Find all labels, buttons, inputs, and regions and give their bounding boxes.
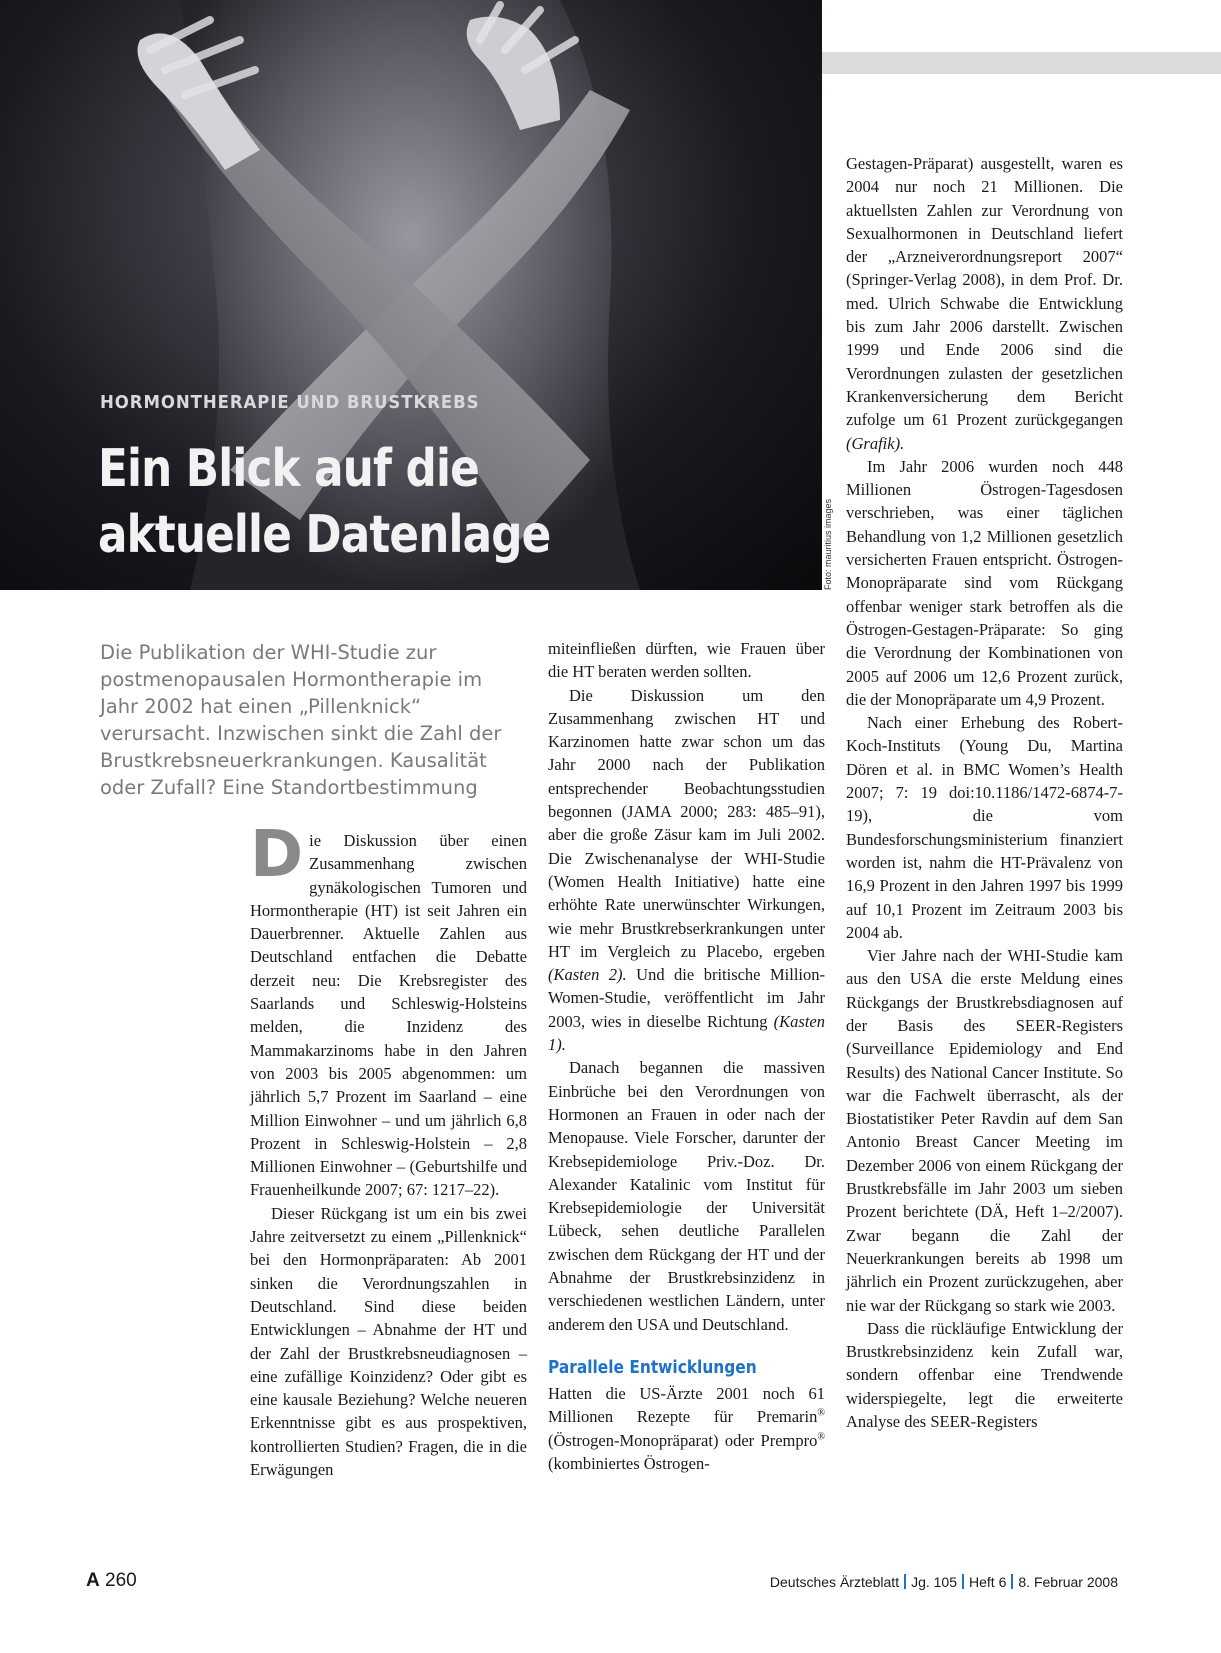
article-kicker: HORMONTHERAPIE UND BRUSTKREBS — [100, 392, 480, 413]
paragraph: Vier Jahre nach der WHI-Studie kam aus den USA die erste Meldung eines Rückgangs der Brustkrebsdiagnosen auf der Basis des SEER-Registers (Surveillance Epidemiology and End Results) des National Cancer Institute. So war die Fachwelt überrascht, als der Biostatistiker Peter Ravdin auf dem San Antonio Breast Cancer Meeting im Dezember 2006 von einem Rückgang der Brustkrebsfälle im Jahr 2003 um sieben Prozent berichtete (DÄ, Heft 1–2/2007). Zwar begann die Zahl der Neuerkrankungen bereits ab 1998 um jährlich ein Prozent zurückzugehen, aber nie war der Rückgang so stark wie 2003. — [846, 946, 1123, 1315]
box-reference: (Kasten 1). — [548, 1011, 825, 1055]
paragraph: Hatten die US-Ärzte 2001 noch 61 Millionen Rezepte für Premarin® (Östrogen-Monopräparat) oder Prempro® (kombiniertes Östrogen- — [548, 1383, 825, 1473]
drop-cap: D — [250, 818, 304, 892]
journal-footer — [770, 1574, 1118, 1590]
section-subheading: Parallele Entwicklungen — [548, 1357, 757, 1378]
journal-date: 8. Februar 2008 — [1018, 1574, 1118, 1590]
journal-name: Deutsches Ärzteblatt — [769, 1574, 900, 1590]
journal-volume: Jg. 105 — [911, 1574, 958, 1590]
box-reference: (Kasten 2). — [548, 965, 627, 985]
registered-mark: ® — [817, 1431, 825, 1442]
body-column-1 — [250, 818, 527, 1481]
paragraph: Nach einer Erhebung des Robert-Koch-Instituts (Young Du, Martina Dören et al. in BMC Women’s Health 2007; 7: 19 doi:10.1186/1472-6874-7-19), die vom Bundesforschungsministerium finanziert worden ist, nahm die HT-Prävalenz von 16,9 Prozent in den Jahren 1997 bis 1999 auf 10,1 Prozent im Zeitraum 2003 bis 2004 ab. — [846, 713, 1123, 942]
paragraph: Im Jahr 2006 wurden noch 448 Millionen Östrogen-Tagesdosen verschrieben, was einer täglichen Behandlung von 1,2 Millionen gesetzlich versicherten Frauen entspricht. Östrogen-Monopräparate sind vom Rückgang offenbar weniger stark betroffen als die Östrogen-Gestagen-Präparate: So ging die Verordnung der Kombinationen von 2005 auf 2006 um 12,6 Prozent zurück, die der Monopräparate um 4,9 Prozent. — [846, 456, 1123, 709]
registered-mark: ® — [817, 1407, 825, 1419]
body-column-2 — [548, 637, 825, 1475]
paragraph: Danach begannen die massiven Einbrüche bei den Verordnungen von Hormonen an Frauen in oder nach der Menopause. Viele Forscher, darunter der Krebsepidemiologe Priv.-Doz. Dr. Alexander Katalinic vom Institut für Krebsepidemiologie der Universität Lübeck, sehen deutliche Parallelen zwischen dem Rückgang der HT und der Abnahme der Brustkrebsinzidenz in verschiedenen westlichen Ländern, unter anderem den USA und Deutschland. — [548, 1058, 825, 1334]
paragraph: Gestagen-Präparat) ausgestellt, waren es 2004 nur noch 21 Millionen. Die aktuellsten Zahlen zur Verordnung von Sexualhormonen in Deutschland liefert der „Arzneiverordnungsreport 2007“ (Springer-Verlag 2008), in dem Prof. Dr. med. Ulrich Schwabe die Entwicklung bis zum Jahr 2006 darstellt. Zwischen 1999 und Ende 2006 sind die Verordnungen zulasten der gesetzlichen Krankenversicherung dem Bericht zufolge um 61 Prozent zurückgegangen (Grafik). — [846, 154, 1123, 453]
paragraph: Die Diskussion über einen Zusammenhang zwischen gynäkologischen Tumoren und Hormontherapie (HT) ist seit Jahren ein Dauerbrenner. Aktuelle Zahlen aus Deutschland entfachen die Debatte derzeit neu: Die Krebsregister des Saarlands und Schleswig-Holsteins melden, die Inzidenz des Mammakarzinoms habe in den Jahren von 2003 bis 2005 abgenommen: um jährlich 5,7 Prozent im Saarland – eine Million Einwohner – und um jährlich 6,8 Prozent in Schleswig-Holstein – 2,8 Millionen Einwohner – (Geburtshilfe und Frauenheilkunde 2007; 67: 1217–22). — [250, 818, 527, 1200]
divider — [1011, 1574, 1013, 1589]
paragraph: miteinfließen dürften, wie Frauen über die HT beraten werden sollten. — [548, 639, 825, 682]
body-column-3 — [846, 152, 1123, 1433]
article-headline — [98, 436, 550, 568]
divider — [962, 1574, 964, 1589]
headline-line-2: aktuelle Datenlage — [98, 505, 551, 565]
journal-issue: Heft 6 — [969, 1574, 1007, 1590]
page-number: A 260 — [86, 1570, 137, 1591]
paragraph: Dass die rückläufige Entwicklung der Brustkrebsinzidenz kein Zufall war, sondern offenbar eine Trendwende widerspiegelte, legt die erweiterte Analyse des SEER-Registers — [846, 1318, 1123, 1432]
photo-credit: Foto: mauritius images — [823, 498, 833, 590]
paragraph: Die Diskussion um den Zusammenhang zwischen HT und Karzinomen hatte zwar schon um das Jahr 2000 nach der Publikation entsprechender Beobachtungsstudien begonnen (JAMA 2000; 283: 485–91), aber die große Zäsur kam im Juli 2002. Die Zwischenanalyse der WHI-Studie (Women Health Initiative) hatte eine erhöhte Rate unerwünschter Wirkungen, wie mehr Brustkrebserkrankungen unter HT im Vergleich zu Placebo, ergeben (Kasten 2). Und die britische Million-Women-Studie, veröffentlicht im Jahr 2003, wies in dieselbe Richtung (Kasten 1). — [548, 685, 825, 1055]
figure-reference: (Grafik). — [846, 433, 905, 453]
divider — [904, 1574, 906, 1589]
article-lede: Die Publikation der WHI-Studie zur postmenopausalen Hormontherapie im Jahr 2002 hat einen „Pillenknick“ verursacht. Inzwischen sinkt die Zahl der Brustkrebsneuerkrankungen. Kausalität oder Zufall? Eine Standortbestimmung — [100, 641, 502, 799]
paragraph: Dieser Rückgang ist um ein bis zwei Jahre zeitversetzt zu einem „Pillenknick“ bei den Hormonpräparaten: Ab 2001 sinken die Verordnungszahlen in Deutschland. Sind diese beiden Entwicklungen – Abnahme der HT und der Zahl der Brustkrebsneudiagnosen – eine zufällige Koinzidenz? Oder gibt es eine kausale Beziehung? Welche neueren Erkenntnisse gibt es aus prospektiven, kontrollierten Studien? Fragen, die in die Erwägungen — [250, 1203, 527, 1480]
headline-line-1: Ein Blick auf die — [98, 439, 479, 499]
header-gray-bar — [822, 52, 1221, 74]
hero-photo — [0, 0, 822, 590]
